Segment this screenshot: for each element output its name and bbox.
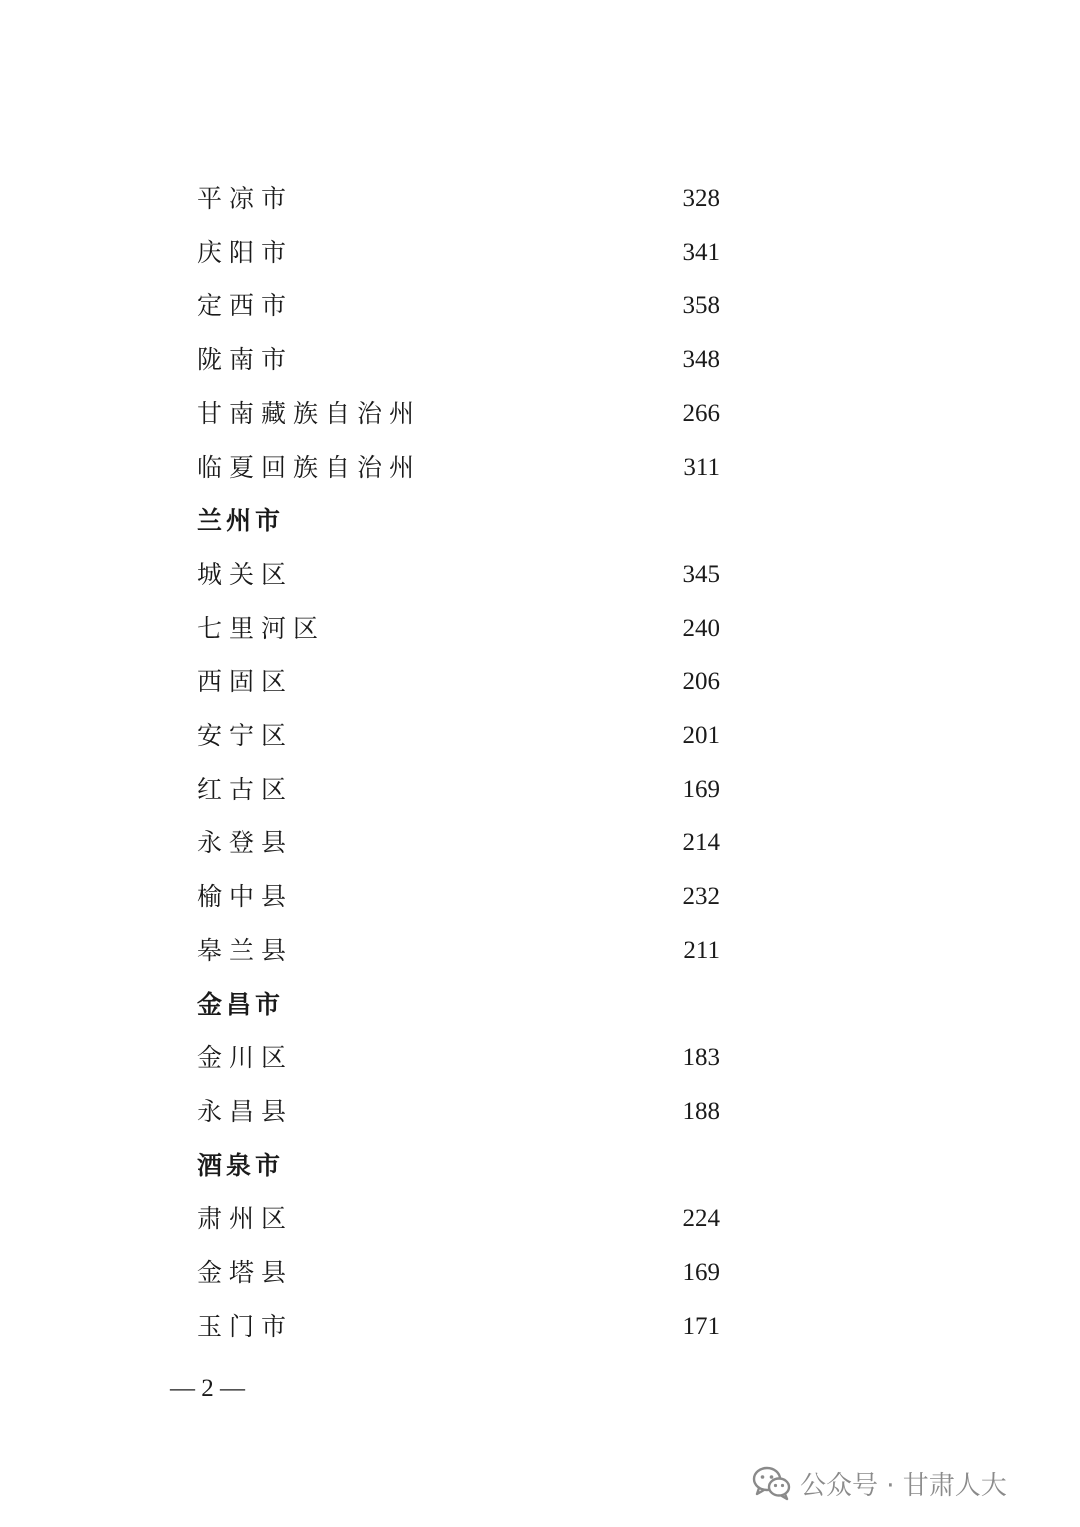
section-header-row: [0, 978, 1080, 1032]
table-row: [0, 1192, 1080, 1246]
region-name: 金川区: [197, 1043, 294, 1073]
region-name: 西固区: [197, 667, 294, 697]
table-row: [0, 226, 1080, 280]
watermark-text: 公众号 · 甘肃人大: [800, 1470, 1007, 1501]
region-name: 皋兰县: [197, 935, 294, 965]
table-row: [0, 763, 1080, 817]
region-value: 240: [682, 614, 720, 642]
region-value: 171: [682, 1312, 720, 1340]
region-name: 安宁区: [197, 721, 294, 750]
region-name: 临夏回族自治州: [197, 452, 422, 482]
region-name: 七里河区: [197, 613, 326, 643]
table-row: [0, 924, 1080, 978]
region-name: 永昌县: [197, 1096, 294, 1126]
section-header: 兰州市: [197, 506, 285, 536]
region-name: 甘南藏族自治州: [197, 398, 422, 428]
region-name: 城关区: [197, 559, 294, 589]
region-value: 169: [682, 1259, 720, 1286]
region-name: 庆阳市: [197, 237, 294, 267]
region-name: 平凉市: [197, 184, 294, 213]
section-header: 酒泉市: [197, 1150, 285, 1180]
region-value: 183: [682, 1044, 720, 1072]
region-value: 358: [682, 292, 720, 320]
table-row: [0, 172, 1080, 226]
region-value: 224: [682, 1205, 720, 1233]
region-name: 肃州区: [197, 1204, 294, 1234]
table-row: [0, 333, 1080, 387]
region-value: 214: [682, 829, 720, 857]
region-value: 211: [683, 936, 720, 964]
table-row: [0, 870, 1080, 924]
region-name: 金塔县: [197, 1258, 294, 1287]
region-value: 232: [682, 883, 720, 911]
table-row: [0, 548, 1080, 602]
table-row: [0, 655, 1080, 709]
region-value: 311: [683, 453, 720, 481]
region-name: 玉门市: [197, 1311, 294, 1341]
region-value: 341: [682, 238, 720, 266]
table-row: [0, 1246, 1080, 1300]
region-value: 345: [682, 560, 720, 588]
section-header: 金昌市: [197, 989, 285, 1019]
table-row: [0, 1300, 1080, 1354]
region-value: 328: [682, 185, 720, 212]
region-name: 红古区: [197, 774, 294, 804]
section-header-row: [0, 494, 1080, 548]
region-name: 定西市: [197, 291, 294, 321]
table-row: [0, 387, 1080, 441]
region-value: 348: [682, 346, 720, 374]
region-value: 266: [682, 399, 720, 427]
region-name: 永登县: [197, 828, 294, 858]
table-row: [0, 602, 1080, 656]
watermark: [752, 1463, 1007, 1503]
table-row: [0, 279, 1080, 333]
wechat-icon: [752, 1465, 792, 1501]
section-header-row: [0, 1139, 1080, 1193]
region-value: 169: [682, 775, 720, 803]
table-row: [0, 709, 1080, 763]
region-name: 榆中县: [197, 882, 294, 912]
region-value: 188: [682, 1097, 720, 1125]
table-row: [0, 441, 1080, 495]
table-row: [0, 1031, 1080, 1085]
page-number: — 2 —: [170, 1375, 245, 1402]
region-name: 陇南市: [197, 345, 294, 375]
table-row: [0, 1085, 1080, 1139]
region-value: 201: [682, 722, 720, 749]
region-value: 206: [682, 668, 720, 696]
table-row: [0, 816, 1080, 870]
